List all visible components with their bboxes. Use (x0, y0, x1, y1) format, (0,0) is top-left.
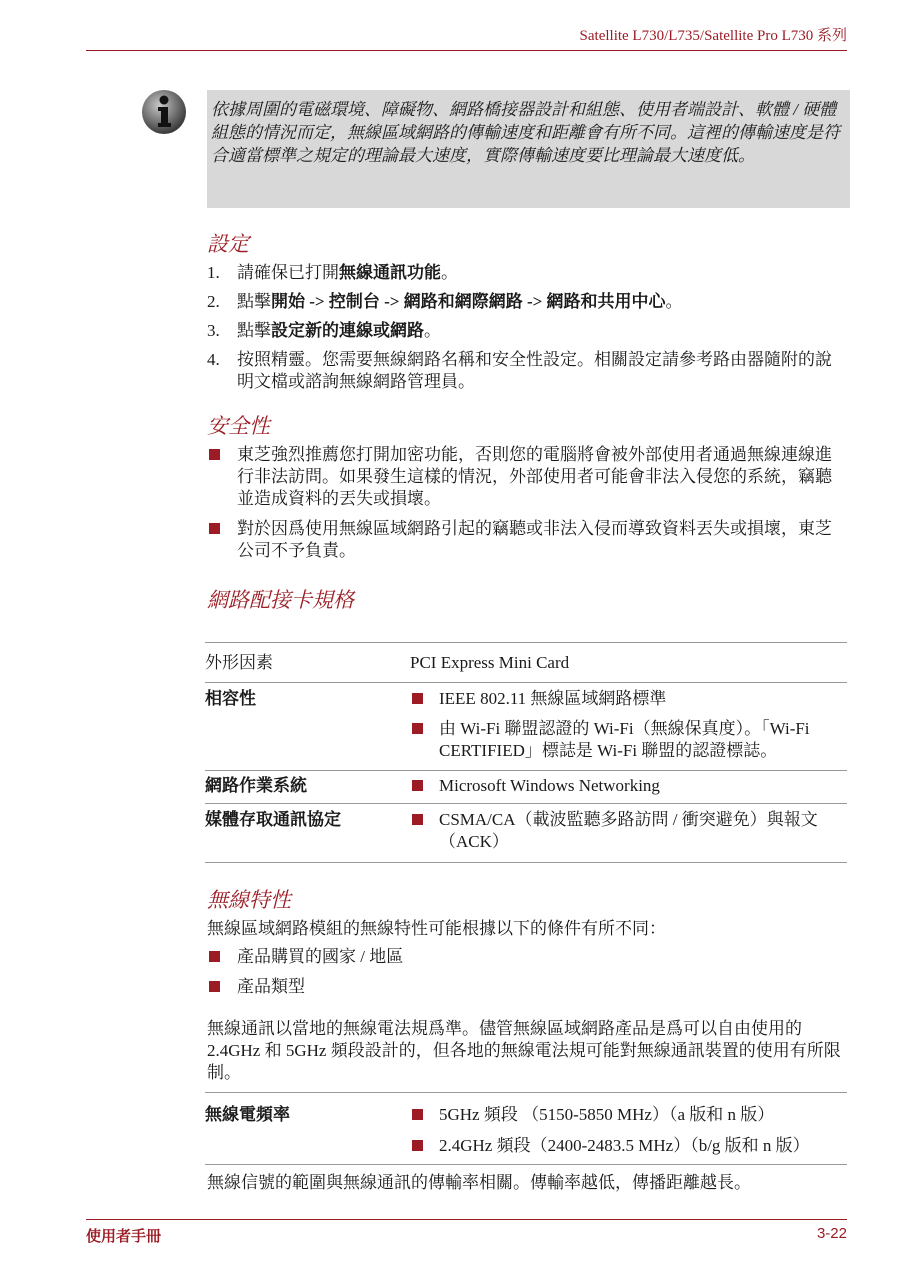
bullet-square-icon (209, 981, 220, 992)
bullet-text: 對於因爲使用無線區域網路引起的竊聽或非法入侵而導致資料丟失或損壞，東芝公司不予負責。 (237, 519, 832, 560)
list-text-bold: 開始 -> 控制台 -> 網路和網際網路 -> 網路和共用中心 (271, 292, 666, 311)
page-number: 3-22 (816, 1225, 847, 1242)
closing-paragraph: 無線信號的範圍與無線通訊的傳輸率相關。傳輸率越低，傳播距離越長。 (207, 1173, 751, 1192)
row-label: 無線電頻率 (205, 1105, 290, 1124)
info-icon (140, 88, 188, 136)
table-divider (205, 1092, 847, 1093)
note-box: 依據周圍的電磁環境、障礙物、網路橋接器設計和組態、使用者端設計、軟體 / 硬體組態的情況而定，無線區域網路的傳輸速度和距離會有所不同。這裡的傳輸速度是符合適當標準之規定的理論最大速度，實際傳輸速度要比理論最大速度低。 (207, 90, 850, 208)
bullet-square-icon (209, 951, 220, 962)
list-text-end: 。 (441, 263, 458, 282)
row-bullet-text: IEEE 802.11 無線區域網路標準 (439, 689, 667, 708)
footer-divider (86, 1219, 847, 1220)
bullet-square-icon (412, 780, 423, 791)
radio-paragraph: 無線通訊以當地的無線電法規爲準。儘管無線區域網路產品是爲可以自由使用的 2.4GHz 和 5GHz 頻段設計的，但各地的無線電法規可能對無線通訊裝置的使用有所限制。 (207, 1019, 841, 1082)
list-number: 3. (207, 321, 220, 340)
table-divider (205, 803, 847, 804)
page-header-title: Satellite L730/L735/Satellite Pro L730 系列 (579, 28, 847, 44)
table-divider (205, 642, 847, 643)
table-divider (205, 862, 847, 863)
section-title-specs: 網路配接卡規格 (207, 588, 354, 612)
list-text: 請確保已打開 (237, 263, 339, 282)
header-divider (86, 50, 847, 51)
section-title-setup: 設定 (207, 232, 249, 256)
bullet-square-icon (209, 449, 220, 460)
bullet-text: 產品類型 (237, 977, 305, 996)
bullet-square-icon (412, 1140, 423, 1151)
bullet-square-icon (209, 523, 220, 534)
bullet-text: 產品購買的國家 / 地區 (237, 947, 404, 966)
list-text-end: 。 (665, 292, 683, 311)
row-bullet-text: CSMA/CA（載波監聽多路訪問 / 衝突避免）與報文 （ACK） (439, 810, 818, 851)
row-label: 媒體存取通訊協定 (205, 810, 341, 829)
bullet-square-icon (412, 1109, 423, 1120)
list-text: 點擊 (237, 292, 271, 311)
list-text: 按照精靈。您需要無線網路名稱和安全性設定。相關設定請參考路由器隨附的說明文檔或諮詢無線網路管理員。 (237, 350, 832, 391)
list-text-bold: 無線通訊功能 (339, 263, 441, 282)
row-bullet-text: 2.4GHz 頻段（2400-2483.5 MHz）（b/g 版和 n 版） (439, 1136, 810, 1155)
row-value: PCI Express Mini Card (410, 653, 570, 672)
row-label: 網路作業系統 (205, 776, 307, 795)
list-text: 點擊 (237, 321, 271, 340)
section-title-security: 安全性 (207, 414, 270, 438)
table-divider (205, 770, 847, 771)
row-bullet-text: Microsoft Windows Networking (439, 776, 660, 795)
footer-manual-title: 使用者手冊 (86, 1228, 162, 1245)
list-text-bold: 設定新的連線或網路 (271, 321, 424, 340)
table-divider (205, 1164, 847, 1165)
list-number: 2. (207, 292, 220, 311)
list-number: 4. (207, 350, 220, 369)
table-divider (205, 682, 847, 683)
list-number: 1. (207, 263, 220, 282)
row-bullet-text: 5GHz 頻段 （5150-5850 MHz）（a 版和 n 版） (439, 1105, 775, 1124)
row-label: 外形因素 (205, 653, 273, 672)
bullet-square-icon (412, 814, 423, 825)
bullet-square-icon (412, 693, 423, 704)
bullet-square-icon (412, 723, 423, 734)
section-title-radio: 無線特性 (207, 888, 291, 912)
list-text-end: 。 (424, 321, 441, 340)
row-label: 相容性 (205, 689, 256, 708)
bullet-text: 東芝強烈推薦您打開加密功能，否則您的電腦將會被外部使用者通過無線連線進行非法訪問。如果發生這樣的情況，外部使用者可能會非法入侵您的系統，竊聽並造成資料的丟失或損壞。 (237, 445, 832, 508)
radio-intro: 無線區域網路模組的無線特性可能根據以下的條件有所不同： (207, 919, 666, 938)
row-bullet-text: 由 Wi-Fi 聯盟認證的 Wi-Fi（無線保真度）。「Wi-Fi CERTIFIED」標誌是 Wi-Fi 聯盟的認證標誌。 (439, 719, 810, 760)
